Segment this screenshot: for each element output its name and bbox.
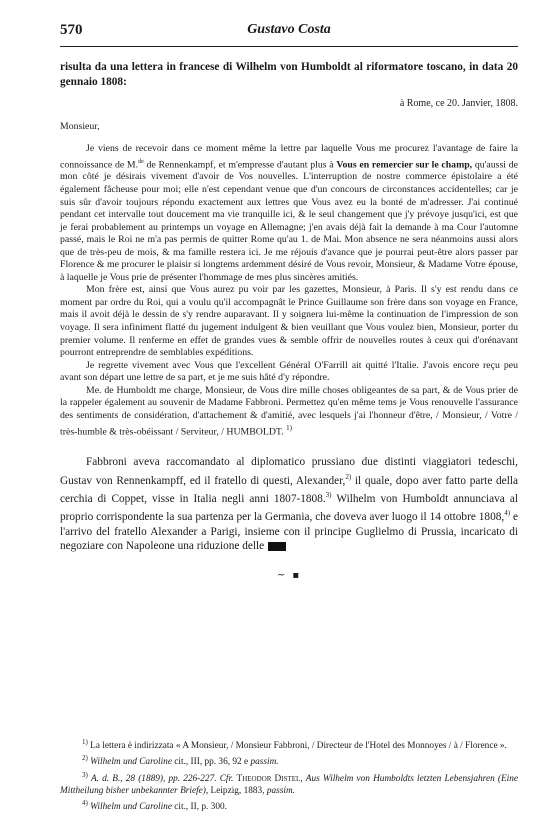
letter-paragraph-4 [60, 385, 518, 439]
section-ornament: ~ ▪ [276, 569, 302, 581]
ink-blot [268, 542, 286, 551]
footnote-ref-2: 2) [345, 472, 352, 481]
commentary-a: Fabbroni aveva raccomandato al diplomatico prussiano due distinti viaggiatori tedeschi, Gustav von Rennenkampff, ed il fratello di questi, Alexander, [60, 456, 518, 487]
letter-paragraph-2: Mon frère est, ainsi que Vous aurez pu voir par les gazettes, Monsieur, à Paris. Il s'y est rendu dans ce moment par ordre du Roi, qui a voulu qu'il accompagnât le Prince Guillaume son frère dans son voyage en France, mais il avoit déjà le dessin de s'y rendre auparavant. Il y soignera lui-même la continuation de l'impression de son voyage. Il sera infiniment flatté du jugement indulgent & bien veuillant que Vous voulez bien, Monsieur, porter du premier volume. Il renferme en effet de grandes vues & semble offrir de nouvelles routes à ceux qui d'orénavant pourront entreprendre de semblables expéditions. [60, 284, 518, 359]
footnote-2-title: Wilhelm und Caroline [90, 757, 172, 768]
footnote-4-number: 4) [82, 799, 88, 808]
footnote-3-passim: passim. [266, 786, 295, 797]
running-head: Gustavo Costa [247, 22, 331, 37]
footnote-2 [60, 752, 518, 768]
main-text [60, 60, 518, 582]
footnote-3-title: Aus Wilhelm von Humboldts letzten Lebensjahren (Eine Mittheilung bisher unbekannter Briefe) [60, 773, 519, 797]
footnote-3-number: 3) [82, 770, 88, 779]
quoted-letter [60, 98, 518, 439]
commentary-c: Wilhelm von Humboldt annunciava al proprio corrispondente la sua partenza per la Germania, che doveva aver luogo il 14 ottobre 1808, [60, 492, 518, 523]
letter-dateline: à Rome, ce 20. Janvier, 1808. [399, 98, 518, 109]
letter-salutation: Monsieur, [60, 120, 100, 132]
footnote-4-title: Wilhelm und Caroline [90, 802, 172, 813]
commentary-paragraph [60, 455, 518, 553]
footnote-3-source: A. d. B., 28 (1889), pp. 226-227. Cfr. [91, 773, 237, 784]
letter-paragraph-3: Je regrette vivement avec Vous que l'excellent Général O'Farrill ait quitté l'Italie. J'avois encore reçu peu avant son départ une lettre de sa part, et je me suis hâté d'y répondre. [60, 359, 518, 384]
letter-p1-after: de Rennenkampf, et m'empresse d'autant plus à [143, 158, 337, 170]
footnote-3-author: Theodor Distel [236, 773, 301, 784]
footnotes [60, 736, 518, 814]
footnote-3-sep: , [300, 773, 306, 784]
page-number: 570 [60, 22, 83, 38]
page-header [60, 22, 518, 44]
footnote-2-number: 2) [82, 754, 88, 763]
footnote-1-number: 1) [82, 738, 88, 746]
letter-paragraph-1 [60, 143, 518, 284]
footnote-4-text: cit., II, p. 300. [171, 802, 227, 813]
letter-p1-sup: de [138, 158, 144, 165]
footnote-2-text: cit., III, pp. 36, 92 e [171, 757, 251, 768]
footnote-4 [60, 797, 518, 813]
footnote-ref-4: 4) [504, 509, 511, 518]
footnote-3 [60, 769, 518, 798]
commentary-d: e l'arrivo del fratello Alexander a Parigi, insieme con il principe Guglielmo di Prussia, incaricato di negoziare con Napoleone una riduzione delle [60, 511, 518, 552]
letter-p4-text: Me. de Humboldt me charge, Monsieur, de Vous dire mille choses obligeantes de sa part, & de Vous prier de la rappeler également au souvenir de Madame Fabbroni. Permettez qu'en même tems je Vous renouvelle l'assurance des sentiments de considération, d'attachement & d'amitié, avec lesquels j'ai l'honneur d'être, / Monsieur, / Votre / très-humble & très-obéissant / Serviteur, / HUMBOLDT. [60, 384, 518, 438]
footnote-ref-1: 1) [286, 424, 292, 433]
intro-paragraph: risulta da una lettera in francese di Wilhelm von Humboldt al riformatore toscano, in data 20 gennaio 1808: [60, 61, 518, 88]
footnote-1-text: La lettera è indirizzata « A Monsieur, / Monsieur Fabbroni, / Directeur de l'Hotel des Monnoyes / à / Florence ». [90, 741, 507, 752]
letter-p1-rest: qu'aussi de mon côté je désirais vivement d'avoir de Vos nouvelles. L'interruption de nostre commerce épistolaire a été également fâcheuse pour moi; elle n'est cependant venue que d'un concours de circonstances accidentelles; car je suis sûr d'avoir toujours répondu exactement aux lettres que Vous avez eu la bonté de m'adresser. J'ai continué pendant cet intervalle tout doucement ma vie tranquille ici, & le seul changement que j'y prévoye jusqu'ici, est que je ferai probablement au printemps un voyage en Allemagne; j'en avais déjà fait la demande à ma Cour l'automne passé, mais le Roi ne m'a pas permis de quitter Rome qu'au 1. de Mai. Mon absence ne sera néanmoins aussi alors que de très-peu de mois, & ma famille restera ici. Je me réjouis d'avance que je pourrai peut-être alors passer par Florence & me procurer le plaisir si longtems ardemment désiré de Vous revoir, Monsieur, & Madame Votre épouse, à laquelle je Vous prie de présenter l'hommage de mes plus sincères amitiés. [60, 158, 518, 283]
letter-p1-bold: Vous en remercier sur le champ, [336, 158, 473, 170]
footnote-2-passim: passim. [250, 757, 279, 768]
header-rule [60, 46, 518, 47]
footnote-ref-3: 3) [325, 490, 332, 499]
footnote-3-place: , Leipzig, 1883, [205, 786, 267, 797]
letter-p1-before: Je viens de recevoir dans ce moment même la lettre par laquelle Vous me procurez l'avantage de faire la connoissance de M. [60, 143, 518, 170]
footnote-1 [60, 736, 518, 752]
commentary-b: il quale, dopo aver fatto parte della cerchia di Coppet, visse in Italia negli anni 1807-1808. [60, 474, 518, 505]
